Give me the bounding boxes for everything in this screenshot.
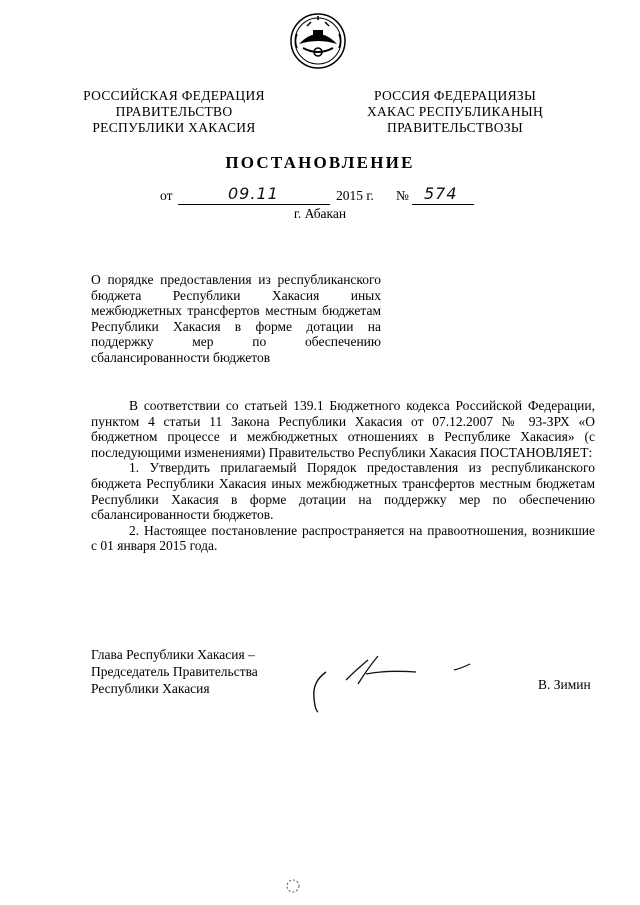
signatory-line: Глава Республики Хакасия – [91, 647, 255, 662]
header-left [64, 88, 284, 136]
number-sign: № [396, 188, 409, 203]
city: г. Абакан [293, 206, 347, 221]
date-prefix: от [160, 188, 173, 203]
signatory-line: Республики Хакасия [91, 681, 210, 696]
header-right-line: ПРАВИТЕЛЬСТВОЗЫ [387, 120, 523, 135]
coat-of-arms-emblem [289, 12, 347, 70]
document-subject: О порядке предоставления из республиканского бюджета Республики Хакасия иных межбюджетных трансфертов местным бюджетам Республики Хакасия в форме дотации на поддержку мер по обеспечению сбалансированности бюджетов [91, 272, 381, 365]
item-2-paragraph: 2. Настоящее постановление распространяется на правоотношения, возникшие с 01 января 2015 года. [91, 522, 595, 554]
handwritten-signature [306, 650, 476, 716]
date-year: 2015 г. [336, 188, 374, 203]
handwritten-date: 09.11 [228, 184, 279, 203]
page-mark-icon [283, 876, 303, 896]
document-body [91, 398, 595, 554]
signatory-position [91, 646, 258, 697]
header-left-line: РОССИЙСКАЯ ФЕДЕРАЦИЯ [83, 88, 265, 103]
handwritten-number: 574 [424, 184, 458, 203]
header-right-line: ХАКАС РЕСПУБЛИКАНЫҢ [366, 104, 544, 119]
item-1-paragraph: 1. Утвердить прилагаемый Порядок предоставления из республиканского бюджета Республики Хакасия иных межбюджетных трансфертов местным бюджетам Республики Хакасия в форме дотации на поддержку мер по обеспечению сбалансированности бюджетов. [91, 460, 595, 523]
header-left-line: РЕСПУБЛИКИ ХАКАСИЯ [92, 120, 256, 135]
header-right [340, 88, 570, 136]
signatory-name: В. Зимин [538, 677, 591, 692]
header-left-line: ПРАВИТЕЛЬСТВО [115, 104, 233, 119]
preamble-paragraph: В соответствии со статьей 139.1 Бюджетного кодекса Российской Федерации, пунктом 4 статьи 11 Закона Республики Хакасия от 07.12.2007 № 93-ЗРХ «О бюджетном процессе и межбюджетных отношениях в Республике Хакасия» (с последующими изменениями) Правительство Республики Хакасия ПОСТАНОВЛЯЕТ: [91, 398, 595, 460]
signatory-line: Председатель Правительства [91, 664, 258, 679]
header-right-line: РОССИЯ ФЕДЕРАЦИЯЗЫ [373, 88, 537, 103]
document-title: ПОСТАНОВЛЕНИЕ [225, 153, 415, 172]
